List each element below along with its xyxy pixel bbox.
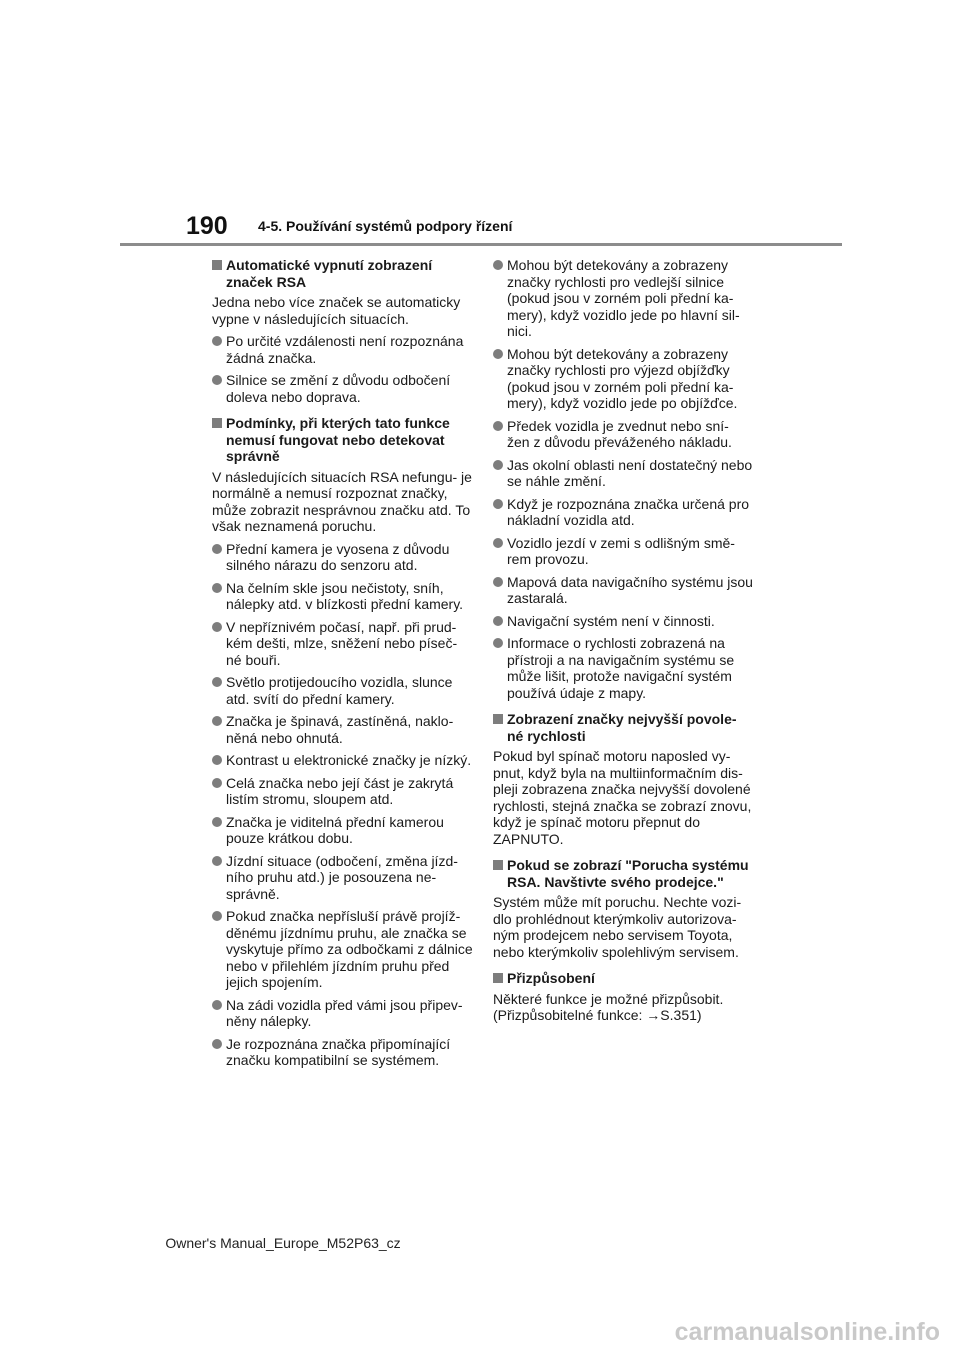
list-item — [212, 713, 474, 746]
text: Pokud značka nepřísluší právě projíž- děnému jízdnímu pruhu, ale značka se vyskytuje přímo za odbočkami z dálnice nebo v přilehlém jízdním pruhu před jejich spojením. — [226, 908, 473, 990]
circle-bullet-icon — [212, 583, 222, 593]
text: Automatické vypnutí zobrazení značek RSA — [226, 257, 433, 290]
list-item — [493, 346, 755, 412]
list-item — [212, 752, 474, 769]
circle-bullet-icon — [212, 1000, 222, 1010]
text: Některé funkce je možné přizpůsobit. (Přizpůsobitelné funkce: →S.351) — [493, 990, 724, 1023]
circle-bullet-icon — [212, 716, 222, 726]
text: Systém může mít poruchu. Nechte vozi- dlo prohlédnout kterýmkoliv autorizova- ným prodejcem nebo servisem Toyota, nebo kterýmkoliv spolehlivým servisem. — [493, 894, 742, 960]
list-item — [493, 613, 755, 630]
header-rule — [120, 243, 842, 246]
text: V nepříznivém počasí, např. při prud- kém dešti, mlze, sněžení nebo píseč- né bouři. — [226, 618, 458, 668]
text: Silnice se změní z důvodu odbočení doleva nebo doprava. — [226, 372, 451, 405]
text: Kontrast u elektronické značky je nízký. — [226, 752, 472, 768]
text: Když je rozpoznána značka určená pro nákladní vozidla atd. — [507, 495, 750, 528]
list-item — [212, 853, 474, 903]
square-bullet-icon — [212, 260, 222, 270]
circle-bullet-icon — [212, 1039, 222, 1049]
text: Značka je špinavá, zastíněná, naklo- něná nebo ohnutá. — [226, 713, 454, 746]
circle-bullet-icon — [493, 260, 503, 270]
text: Jas okolní oblasti není dostatečný nebo se náhle změní. — [507, 456, 753, 489]
left-column — [212, 257, 474, 1075]
text: Mohou být detekovány a zobrazeny značky rychlosti pro vedlejší silnice (pokud jsou v zorném poli přední ka- mery), když vozidlo jede po hlavní sil- nici. — [507, 257, 740, 339]
chapter-title: 4-5. Používání systémů podpory řízení — [258, 218, 513, 234]
text: Na čelním skle jsou nečistoty, sníh, nálepky atd. v blízkosti přední kamery. — [226, 579, 464, 612]
circle-bullet-icon — [493, 616, 503, 626]
text: Jedna nebo více značek se automaticky vypne v následujících situacích. — [212, 294, 461, 327]
list-item — [212, 814, 474, 847]
text: Pokud byl spínač motoru naposled vy- pnut, když byla na multiinformačním dis- pleji zobrazena značka nejvyšší dovolené rychlosti, stejná značka se zobrazí znovu, když je spínač motoru přepnut do ZAPNUTO. — [493, 748, 752, 847]
square-bullet-icon — [493, 860, 503, 870]
circle-bullet-icon — [493, 421, 503, 431]
text: V následujících situacích RSA nefungu- je normálně a nemusí rozpoznat značky, může zobrazit nesprávnou značku atd. To však neznamená poruchu. — [212, 468, 472, 534]
text: Podmínky, při kterých tato funkce nemusí fungovat nebo detekovat správně — [226, 415, 450, 464]
text: Přední kamera je vyosena z důvodu silného nárazu do senzoru atd. — [226, 540, 450, 573]
circle-bullet-icon — [493, 460, 503, 470]
watermark: carmanualsonline.info — [674, 1318, 940, 1346]
list-item — [212, 1036, 474, 1069]
paragraph — [493, 991, 755, 1024]
text: Mohou být detekovány a zobrazeny značky rychlosti pro výjezd objížďky (pokud jsou v zorném poli přední ka- mery), když vozidlo jede po objížďce. — [507, 345, 738, 411]
text: Informace o rychlosti zobrazená na přístroji a na navigačním systému se může lišit, protože navigační systém používá údaje z mapy. — [507, 635, 735, 701]
circle-bullet-icon — [212, 817, 222, 827]
list-item — [212, 372, 474, 405]
footer-text: Owner's Manual_Europe_M52P63_cz — [165, 1235, 401, 1251]
circle-bullet-icon — [212, 778, 222, 788]
circle-bullet-icon — [493, 538, 503, 548]
text: Přizpůsobení — [507, 970, 595, 986]
square-bullet-icon — [212, 418, 222, 428]
list-item — [212, 541, 474, 574]
list-item — [212, 997, 474, 1030]
text: Po určité vzdálenosti není rozpoznána žádná značka. — [226, 333, 464, 366]
circle-bullet-icon — [493, 349, 503, 359]
list-item — [493, 635, 755, 701]
circle-bullet-icon — [212, 911, 222, 921]
section-heading — [493, 711, 755, 744]
text: Mapová data navigačního systému jsou zastaralá. — [507, 573, 753, 606]
text: Značka je viditelná přední kamerou pouze krátkou dobu. — [226, 813, 444, 846]
list-item — [493, 257, 755, 340]
text: Jízdní situace (odbočení, změna jízd- ního pruhu atd.) je posouzena ne- správně. — [226, 852, 458, 902]
circle-bullet-icon — [212, 755, 222, 765]
circle-bullet-icon — [212, 622, 222, 632]
right-column — [493, 257, 755, 1030]
paragraph — [493, 894, 755, 960]
circle-bullet-icon — [212, 856, 222, 866]
text: Pokud se zobrazí "Porucha systému RSA. Navštivte svého prodejce." — [507, 857, 749, 890]
circle-bullet-icon — [212, 375, 222, 385]
circle-bullet-icon — [493, 499, 503, 509]
section-heading — [493, 970, 755, 987]
list-item — [212, 580, 474, 613]
list-item — [493, 496, 755, 529]
list-item — [212, 333, 474, 366]
list-item — [493, 574, 755, 607]
page-number: 190 — [186, 212, 228, 240]
list-item — [493, 418, 755, 451]
paragraph — [493, 748, 755, 847]
text: Světlo protijedoucího vozidla, slunce atd. svítí do přední kamery. — [226, 674, 453, 707]
text: Zobrazení značky nejvyšší povole- né rychlosti — [507, 711, 737, 744]
paragraph — [212, 469, 474, 535]
section-heading — [212, 257, 474, 290]
circle-bullet-icon — [212, 677, 222, 687]
circle-bullet-icon — [212, 336, 222, 346]
circle-bullet-icon — [493, 638, 503, 648]
text: Vozidlo jezdí v zemi s odlišným smě- rem provozu. — [507, 534, 735, 567]
list-item — [212, 674, 474, 707]
square-bullet-icon — [493, 973, 503, 983]
section-heading — [493, 857, 755, 890]
circle-bullet-icon — [212, 544, 222, 554]
text: Navigační systém není v činnosti. — [507, 612, 715, 629]
list-item — [493, 457, 755, 490]
list-item — [212, 775, 474, 808]
text: Na zádi vozidla před vámi jsou připev- něny nálepky. — [226, 996, 463, 1029]
list-item — [212, 908, 474, 991]
square-bullet-icon — [493, 714, 503, 724]
list-item — [212, 619, 474, 669]
list-item — [493, 535, 755, 568]
section-heading — [212, 415, 474, 465]
text: Celá značka nebo její část je zakrytá listím stromu, sloupem atd. — [226, 774, 454, 807]
circle-bullet-icon — [493, 577, 503, 587]
text: Je rozpoznána značka připomínající značku kompatibilní se systémem. — [226, 1035, 451, 1068]
text: Předek vozidla je zvednut nebo sní- žen z důvodu převáženého nákladu. — [507, 417, 732, 450]
paragraph — [212, 294, 474, 327]
